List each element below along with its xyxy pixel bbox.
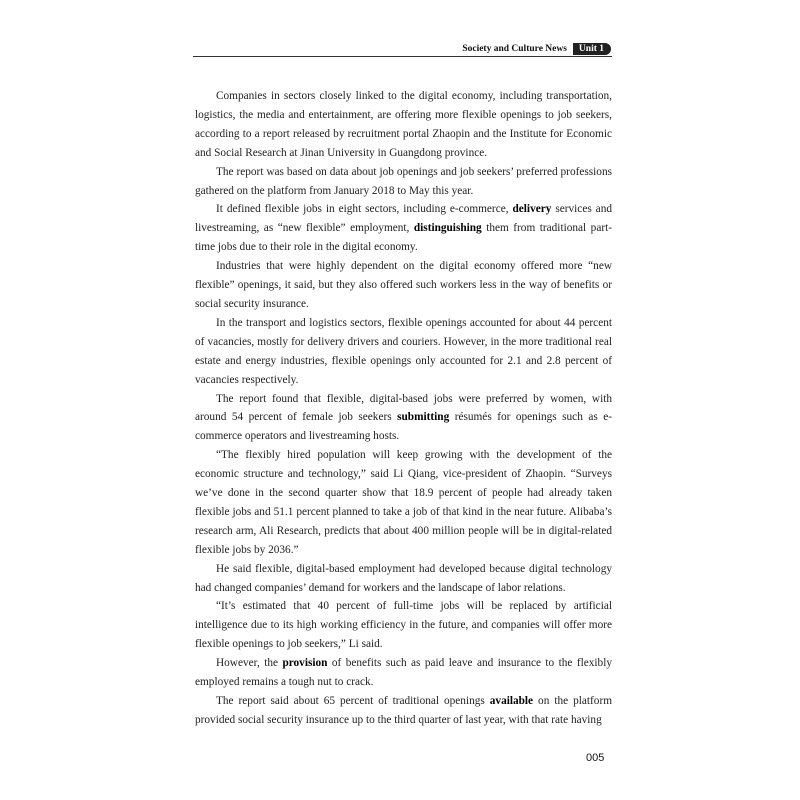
paragraph (195, 597, 612, 654)
text: of benefits such as paid leave and insurance to the flexibly employed remains a tough nut to crack. (195, 657, 612, 689)
page-number: 005 (586, 752, 605, 764)
paragraph (195, 257, 612, 314)
paragraph (195, 692, 612, 730)
section-title: Society and Culture News (462, 44, 567, 54)
text: Industries that were highly dependent on the digital economy offered more “new flexible” openings, it said, but they also offered such workers less in the way of benefits or social security insurance. (195, 260, 612, 310)
vocab-word: provision (282, 657, 328, 670)
text: “The flexibly hired population will keep growing with the development of the economic structure and technology,” said Li Qiang, vice-president of Zhaopin. “Surveys we’ve done in the second quarter show that 18.9 percent of people had already taken flexible jobs and 51.1 percent planned to take a job of that kind in the near future. Alibaba’s research arm, Ali Research, predicts that about 400 million people will be in digital-related flexible jobs by 2036.” (195, 449, 612, 556)
text: In the transport and logistics sectors, flexible openings accounted for about 44 percent of vacancies, mostly for delivery drivers and couriers. However, in the more traditional real estate and energy industries, flexible openings only accounted for 2.1 and 2.8 percent of vacancies respectively. (195, 316, 612, 386)
article-body (195, 87, 612, 730)
paragraph (195, 163, 612, 201)
paragraph (195, 446, 612, 559)
vocab-word: available (489, 695, 534, 707)
text: on the platform provided social security insurance up to the third quarter of last year, with that rate having (195, 695, 612, 726)
running-header (462, 43, 611, 55)
text: Companies in sectors closely linked to the digital economy, including transportation, logistics, the media and entertainment, are offering more flexible openings to job seekers, according to a report released by recruitment portal Zhaopin and the Institute for Economic and Social Research at Jinan University in Guangdong province. (195, 90, 612, 159)
paragraph (195, 314, 612, 390)
text: It defined flexible jobs in eight sectors, including e-commerce, (216, 203, 513, 216)
text: résumés for openings such as e-commerce operators and livestreaming hosts. (195, 411, 612, 443)
text: The report said about 65 percent of traditional openings (216, 695, 490, 707)
text: The report was based on data about job openings and job seekers’ preferred professions gathered on the platform from January 2018 to May this year. (195, 165, 612, 197)
text: The report found that flexible, digital-based jobs were preferred by women, with around 54 percent of female job seekers (195, 392, 612, 424)
vocab-word: distinguishing (413, 222, 482, 235)
vocab-word: submitting (397, 411, 450, 424)
text: He said flexible, digital-based employment had developed because digital technology had changed companies’ demand for workers and the landscape of labor relations. (195, 562, 612, 594)
text: “It’s estimated that 40 percent of full-time jobs will be replaced by artificial intelligence due to its high working efficiency in the future, and companies will offer more flexible openings to job seekers,” Li said. (195, 600, 612, 651)
vocab-word: delivery (512, 203, 552, 216)
text: services and livestreaming, as “new flexible” employment, (195, 203, 612, 235)
paragraph (195, 560, 612, 598)
header-rule (193, 56, 612, 57)
paragraph (195, 200, 612, 257)
text: them from traditional part-time jobs due to their role in the digital economy. (195, 222, 612, 254)
unit-badge: Unit 1 (573, 43, 611, 55)
text: However, the (216, 657, 283, 670)
paragraph (195, 87, 612, 163)
paragraph (195, 654, 612, 692)
paragraph (195, 390, 612, 447)
